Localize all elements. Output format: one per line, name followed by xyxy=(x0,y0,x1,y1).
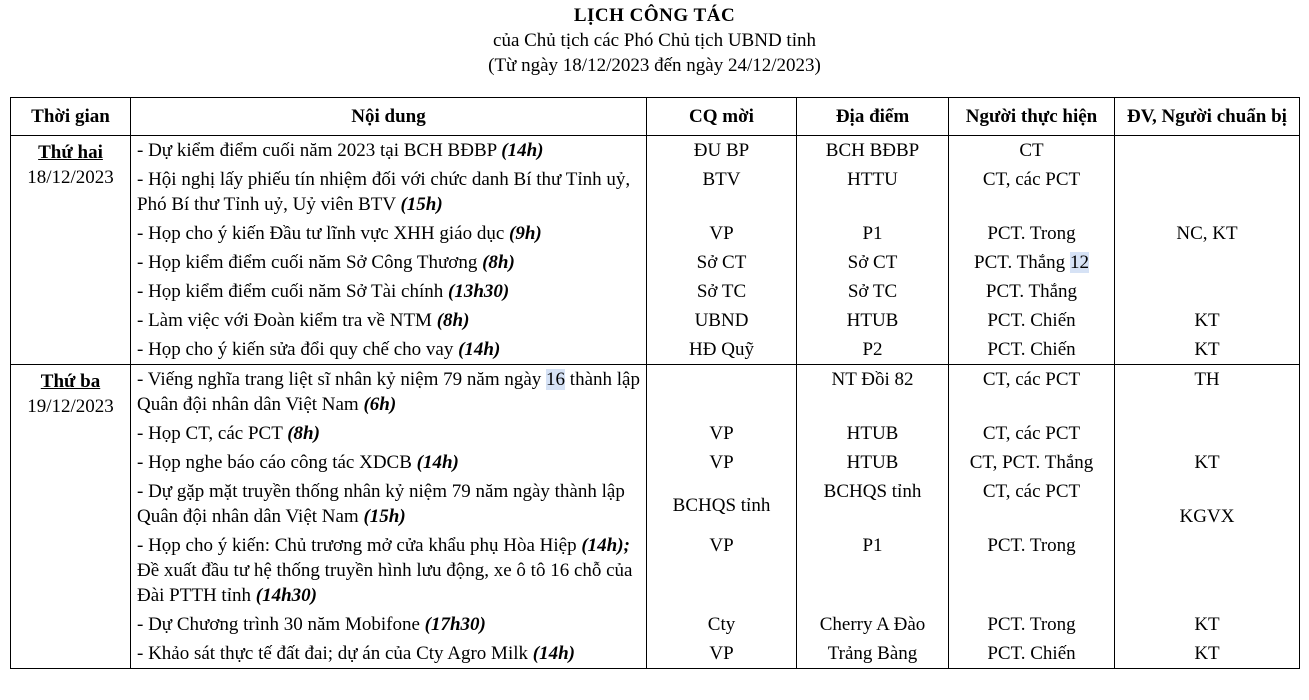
inviter-cell: VP xyxy=(647,219,797,248)
content-cell: - Làm việc với Đoàn kiểm tra về NTM (8h) xyxy=(131,306,647,335)
content-cell: - Viếng nghĩa trang liệt sĩ nhân kỷ niệm 79 năm ngày 16 thành lập Quân đội nhân dân Việt Nam (6h) xyxy=(131,365,647,420)
performer-cell: CT, các PCT xyxy=(949,477,1115,531)
content-cell: - Họp kiểm điểm cuối năm Sở Tài chính (13h30) xyxy=(131,277,647,306)
preparer-cell: KGVX xyxy=(1115,477,1300,531)
table-row xyxy=(11,219,1300,248)
location-cell: Cherry A Đào xyxy=(797,610,949,639)
inviter-cell xyxy=(647,365,797,420)
table-row xyxy=(11,248,1300,277)
location-cell: Sở TC xyxy=(797,277,949,306)
col-header-content: Nội dung xyxy=(131,98,647,136)
col-header-inviter: CQ mời xyxy=(647,98,797,136)
day-cell xyxy=(11,136,131,365)
table-row xyxy=(11,335,1300,365)
preparer-cell xyxy=(1115,136,1300,166)
day-name: Thứ hai xyxy=(38,142,103,163)
preparer-cell: NC, KT xyxy=(1115,219,1300,248)
content-cell: - Dự kiểm điểm cuối năm 2023 tại BCH BĐBP (14h) xyxy=(131,136,647,166)
preparer-cell xyxy=(1115,165,1300,219)
table-row xyxy=(11,136,1300,166)
day-name: Thứ ba xyxy=(40,371,101,392)
preparer-cell xyxy=(1115,248,1300,277)
location-cell: P1 xyxy=(797,219,949,248)
page-marker: 16 xyxy=(546,369,566,390)
performer-cell: PCT. Chiến xyxy=(949,306,1115,335)
table-header-row xyxy=(11,98,1300,136)
location-cell: P1 xyxy=(797,531,949,610)
preparer-cell xyxy=(1115,419,1300,448)
table-row xyxy=(11,448,1300,477)
day-cell xyxy=(11,365,131,669)
inviter-cell: BTV xyxy=(647,165,797,219)
location-cell: Sở CT xyxy=(797,248,949,277)
content-cell: - Họp cho ý kiến: Chủ trương mở cửa khẩu phụ Hòa Hiệp (14h); Đề xuất đầu tư hệ thống truyền hình lưu động, xe ô tô 16 chỗ của Đài PTTH tỉnh (14h30) xyxy=(131,531,647,610)
performer-cell: CT, các PCT xyxy=(949,365,1115,420)
content-cell: - Họp nghe báo cáo công tác XDCB (14h) xyxy=(131,448,647,477)
table-row xyxy=(11,277,1300,306)
location-cell: Trảng Bàng xyxy=(797,639,949,669)
table-row xyxy=(11,306,1300,335)
performer-cell: PCT. Thắng 12 xyxy=(949,248,1115,277)
performer-cell: CT, PCT. Thắng xyxy=(949,448,1115,477)
performer-cell: PCT. Chiến xyxy=(949,335,1115,365)
table-row xyxy=(11,365,1300,420)
inviter-cell: Sở CT xyxy=(647,248,797,277)
day-date: 19/12/2023 xyxy=(27,396,114,417)
page-title: LỊCH CÔNG TÁC xyxy=(573,5,736,26)
content-cell: - Khảo sát thực tế đất đai; dự án của Cty Agro Milk (14h) xyxy=(131,639,647,669)
location-cell: BCH BĐBP xyxy=(797,136,949,166)
table-row xyxy=(11,610,1300,639)
content-cell: - Họp CT, các PCT (8h) xyxy=(131,419,647,448)
location-cell: HTUB xyxy=(797,448,949,477)
location-cell: NT Đồi 82 xyxy=(797,365,949,420)
col-header-time: Thời gian xyxy=(11,98,131,136)
location-cell: BCHQS tỉnh xyxy=(797,477,949,531)
preparer-cell: KT xyxy=(1115,335,1300,365)
performer-cell: PCT. Chiến xyxy=(949,639,1115,669)
day-date: 18/12/2023 xyxy=(27,167,114,188)
preparer-cell: KT xyxy=(1115,610,1300,639)
inviter-cell: VP xyxy=(647,448,797,477)
table-row xyxy=(11,419,1300,448)
location-cell: HTUB xyxy=(797,419,949,448)
preparer-cell xyxy=(1115,531,1300,610)
performer-cell: CT, các PCT xyxy=(949,419,1115,448)
performer-cell: PCT. Trong xyxy=(949,610,1115,639)
preparer-cell: TH xyxy=(1115,365,1300,420)
content-cell: - Họp cho ý kiến sửa đổi quy chế cho vay (14h) xyxy=(131,335,647,365)
performer-cell: CT, các PCT xyxy=(949,165,1115,219)
inviter-cell: HĐ Quỹ xyxy=(647,335,797,365)
preparer-cell xyxy=(1115,277,1300,306)
content-cell: - Họp cho ý kiến Đầu tư lĩnh vực XHH giáo dục (9h) xyxy=(131,219,647,248)
col-header-location: Địa điểm xyxy=(797,98,949,136)
performer-cell: CT xyxy=(949,136,1115,166)
performer-cell: PCT. Trong xyxy=(949,219,1115,248)
table-row xyxy=(11,165,1300,219)
inviter-cell: UBND xyxy=(647,306,797,335)
location-cell: HTUB xyxy=(797,306,949,335)
inviter-cell: VP xyxy=(647,419,797,448)
date-range: (Từ ngày 18/12/2023 đến ngày 24/12/2023) xyxy=(488,55,821,76)
inviter-cell: VP xyxy=(647,531,797,610)
inviter-cell: BCHQS tỉnh xyxy=(647,477,797,531)
content-cell: - Dự gặp mặt truyền thống nhân kỷ niệm 79 năm ngày thành lập Quân đội nhân dân Việt Nam (15h) xyxy=(131,477,647,531)
preparer-cell: KT xyxy=(1115,639,1300,669)
inviter-cell: ĐU BP xyxy=(647,136,797,166)
inviter-cell: VP xyxy=(647,639,797,669)
col-header-performer: Người thực hiện xyxy=(949,98,1115,136)
performer-cell: PCT. Thắng xyxy=(949,277,1115,306)
preparer-cell: KT xyxy=(1115,448,1300,477)
preparer-cell: KT xyxy=(1115,306,1300,335)
location-cell: P2 xyxy=(797,335,949,365)
location-cell: HTTU xyxy=(797,165,949,219)
inviter-cell: Cty xyxy=(647,610,797,639)
page-marker: 12 xyxy=(1069,252,1089,273)
table-row xyxy=(11,639,1300,669)
schedule-table xyxy=(10,97,1300,669)
table-row xyxy=(11,477,1300,531)
performer-cell: PCT. Trong xyxy=(949,531,1115,610)
inviter-cell: Sở TC xyxy=(647,277,797,306)
col-header-preparer: ĐV, Người chuẩn bị xyxy=(1115,98,1300,136)
content-cell: - Họp kiểm điểm cuối năm Sở Công Thương (8h) xyxy=(131,248,647,277)
table-row xyxy=(11,531,1300,610)
content-cell: - Dự Chương trình 30 năm Mobifone (17h30) xyxy=(131,610,647,639)
page-subtitle: của Chủ tịch các Phó Chủ tịch UBND tỉnh xyxy=(493,30,816,51)
content-cell: - Hội nghị lấy phiếu tín nhiệm đối với chức danh Bí thư Tỉnh uỷ, Phó Bí thư Tỉnh uỷ, Uỷ viên BTV (15h) xyxy=(131,165,647,219)
